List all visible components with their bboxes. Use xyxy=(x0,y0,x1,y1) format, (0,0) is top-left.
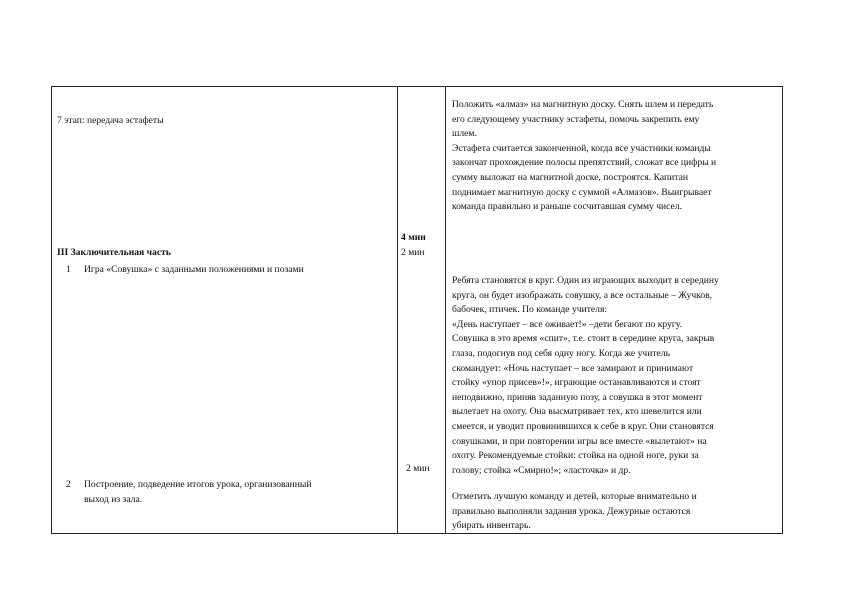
relay-line: сумму выложат на магнитной доске, построятся. Капитан xyxy=(452,171,688,183)
game-line: неподвижно, приняв заданную позу, а совушка в этот момент xyxy=(452,391,703,403)
game-line: бабочек, птичек. По команде учителя: xyxy=(452,304,608,316)
item-2-text-line-1: Построение, подведение итогов урока, организованный xyxy=(84,479,312,490)
section-3-heading: III Заключительная часть xyxy=(57,247,171,258)
game-line: глаза, подогнув под себя одну ногу. Когда же учитель xyxy=(452,347,670,359)
item-1-text: Игра «Совушка» с заданными положениями и позами xyxy=(84,264,304,275)
game-line: совушками, и при повторении игры все вместе «вылетают» на xyxy=(452,435,707,447)
game-line: вылетает на охоту. Она высматривает тех, кто шевелится или xyxy=(452,406,702,418)
game-line: стойку «упор присев»!», играющие останавливаются и стоят xyxy=(452,377,701,389)
game-line: смеется, и уводит провинившихся к себе в круг. Они становятся xyxy=(452,420,714,432)
game-line: охоту. Рекомендуемые стойки: стойка на одной ноге, руки за xyxy=(452,450,699,462)
game-line: скомандует: «Ночь наступает – все замирают и принимают xyxy=(452,362,694,374)
final-line: убирать инвентарь. xyxy=(452,520,531,532)
relay-line: Эстафета считается законченной, когда все участники команды xyxy=(452,142,711,154)
final-line: правильно выполняли задания урока. Дежурные остаются xyxy=(452,505,691,517)
relay-line: закончат прохождение полосы препятствий, сложат все цифры и xyxy=(452,157,717,169)
relay-line: его следующему участнику эстафеты, помочь закрепить ему xyxy=(452,113,700,125)
relay-line: поднимает магнитную доску с суммой «Алмазов». Выигрывает xyxy=(452,186,712,198)
time-final: 2 мин xyxy=(406,463,430,474)
game-description xyxy=(452,274,719,478)
column-divider-right xyxy=(445,87,446,533)
time-total: 4 мин xyxy=(401,232,426,243)
game-line: Ребята становятся в круг. Один из играющих выходит в середину xyxy=(452,275,719,286)
item-2-number: 2 xyxy=(66,479,71,490)
time-game: 2 мин xyxy=(401,247,425,258)
game-line: голову; стойка «Смирно!»; «ласточка» и др. xyxy=(452,464,631,476)
relay-line: Положить «алмаз» на магнитную доску. Снять шлем и передать xyxy=(452,99,714,110)
final-line: Отметить лучшую команду и детей, которые внимательно и xyxy=(452,491,697,502)
item-1-number: 1 xyxy=(66,264,71,275)
game-line: круга, он будет изображать совушку, а все остальные – Жучков, xyxy=(452,289,713,301)
item-2-text-line-2: выход из зала. xyxy=(84,494,143,505)
stage-7-title: 7 этап: передача эстафеты xyxy=(57,115,164,126)
game-line: Совушка в это время «спит», т.е. стоит в середине круга, закрыв xyxy=(452,333,715,345)
relay-line: команда правильно и раньше сосчитавшая сумму чисел. xyxy=(452,201,683,213)
relay-description xyxy=(452,98,716,215)
relay-line: шлем. xyxy=(452,128,477,140)
final-description xyxy=(452,490,697,534)
game-line: «День наступает – все оживает!» –дети бегают по кругу. xyxy=(452,318,683,330)
column-divider-left xyxy=(397,87,398,533)
